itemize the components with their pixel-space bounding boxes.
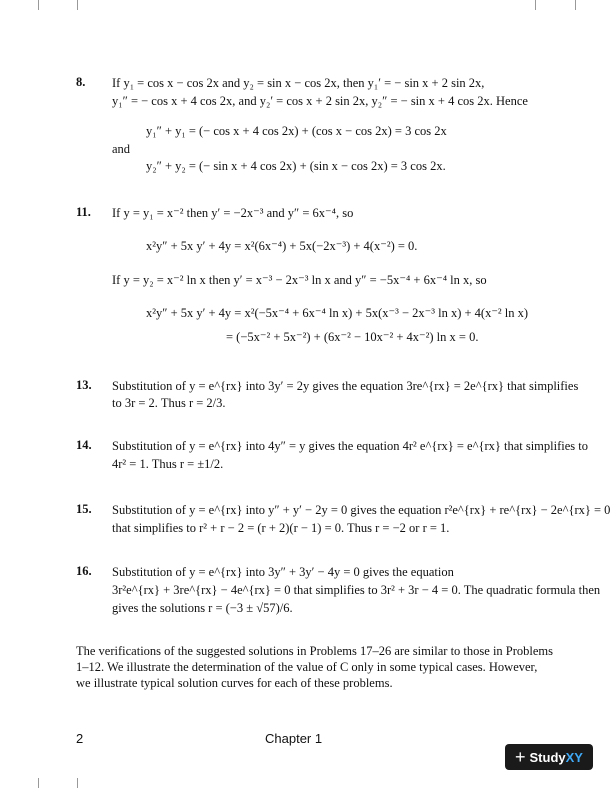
logo-text: [530, 750, 583, 765]
problem-14-line-1: Substitution of y = e^{rx} into 4y″ = y gives the equation 4r² e^{rx} = e^{rx} that simplifies to: [112, 439, 589, 453]
equation: = (−5x⁻² + 5x⁻²) + (6x⁻² − 10x⁻² + 4x⁻²) ln x = 0.: [226, 330, 479, 344]
problem-14-line-2: 4r² = 1. Thus r = ±1/2.: [112, 457, 224, 471]
crop-mark: [77, 0, 78, 10]
crop-mark: [38, 0, 39, 10]
closing-paragraph-line: we illustrate typical solution curves for each of these problems.: [76, 676, 393, 690]
problem-15-line-2: that simplifies to r² + r − 2 = (r + 2)(r − 1) = 0. Thus r = −2 or r = 1.: [112, 521, 450, 535]
connector-text: and: [112, 142, 131, 156]
equation: x²y″ + 5x y′ + 4y = x²(−5x⁻⁴ + 6x⁻⁴ ln x) + 5x(x⁻³ − 2x⁻³ ln x) + 4(x⁻² ln x): [146, 306, 529, 320]
page-number: 2: [76, 731, 84, 746]
closing-paragraph-line: 1–12. We illustrate the determination of the value of C only in some typical cases. However,: [76, 660, 538, 674]
problem-11-line-1: If y = y₁ = x⁻² then y′ = −2x⁻³ and y″ = 6x⁻⁴, so: [112, 206, 354, 220]
problem-number: 15.: [76, 502, 92, 516]
problem-8-line-2: y₁″ = − cos x + 4 cos 2x, and y₂′ = cos x + 2 sin 2x, y₂″ = − sin x + 4 cos 2x. Hence: [112, 94, 528, 108]
crop-mark: [77, 778, 78, 788]
problem-13-line-2: to 3r = 2. Thus r = 2/3.: [112, 396, 226, 410]
crop-mark: [535, 0, 536, 10]
problem-16-line-2: 3r²e^{rx} + 3re^{rx} − 4e^{rx} = 0 that simplifies to 3r² + 3r − 4 = 0. The quadratic formula then: [112, 583, 601, 597]
equation: y₂″ + y₂ = (− sin x + 4 cos 2x) + (sin x − cos 2x) = 3 cos 2x.: [146, 159, 446, 173]
problem-number: 11.: [76, 205, 91, 219]
problem-16-line-3: gives the solutions r = (−3 ± √57)/6.: [112, 601, 293, 615]
plus-icon: +: [515, 747, 526, 767]
chapter-label: Chapter 1: [265, 731, 323, 746]
problem-number: 8.: [76, 75, 86, 89]
studyxy-logo-badge[interactable]: [505, 744, 593, 770]
logo-xy: XY: [565, 749, 583, 765]
closing-paragraph-line: The verifications of the suggested solutions in Problems 17–26 are similar to those in Problems: [76, 644, 554, 658]
problem-15-line-1: Substitution of y = e^{rx} into y″ + y′ − 2y = 0 gives the equation r²e^{rx} + re^{rx} − 2e^{rx} = 0: [112, 503, 611, 517]
problem-11-line-2: If y = y₂ = x⁻² ln x then y′ = x⁻³ − 2x⁻³ ln x and y″ = −5x⁻⁴ + 6x⁻⁴ ln x, so: [112, 273, 487, 287]
problem-16-line-1: Substitution of y = e^{rx} into 3y″ + 3y′ − 4y = 0 gives the equation: [112, 565, 454, 579]
logo-study: Study: [529, 749, 566, 765]
problem-number: 13.: [76, 378, 92, 392]
problem-13-line-1: Substitution of y = e^{rx} into 3y′ = 2y gives the equation 3re^{rx} = 2e^{rx} that simplifies: [112, 379, 579, 393]
problem-number: 16.: [76, 564, 92, 578]
problem-8-line-1: If y₁ = cos x − cos 2x and y₂ = sin x − cos 2x, then y₁′ = − sin x + 2 sin 2x,: [112, 76, 485, 90]
crop-mark: [38, 778, 39, 788]
equation: x²y″ + 5x y′ + 4y = x²(6x⁻⁴) + 5x(−2x⁻³) + 4(x⁻²) = 0.: [146, 239, 418, 253]
problem-number: 14.: [76, 438, 92, 452]
crop-mark: [575, 0, 576, 10]
equation: y₁″ + y₁ = (− cos x + 4 cos 2x) + (cos x − cos 2x) = 3 cos 2x: [146, 124, 447, 138]
